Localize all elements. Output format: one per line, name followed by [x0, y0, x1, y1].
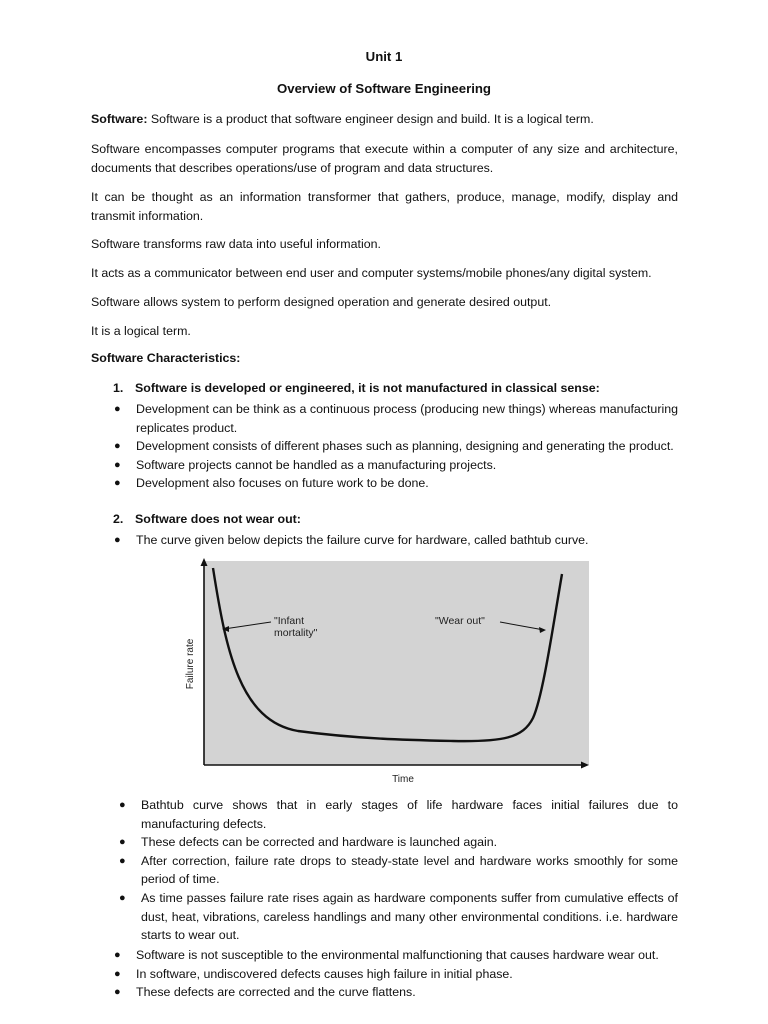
- list-item: [114, 400, 678, 437]
- list-item: [119, 852, 678, 889]
- paragraph: It acts as a communicator between end user and computer systems/mobile phones/any digital system.: [91, 266, 652, 280]
- list-item-text: As time passes failure rate rises again as hardware components suffer from cumulative effects of dust, heat, vibrations, careless handlings and many other environmental conditions. i.e. hardware starts to wear out.: [141, 890, 678, 943]
- list-item-text: Bathtub curve shows that in early stages of life hardware faces initial failures due to manufacturing defects.: [141, 798, 678, 831]
- wear-out-annotation: "Wear out": [435, 615, 485, 627]
- list-item-text: These defects can be corrected and hardware is launched again.: [141, 835, 498, 850]
- paragraph: Software allows system to perform designed operation and generate desired output.: [91, 295, 552, 309]
- list-item-text: Software projects cannot be handled as a manufacturing projects.: [136, 457, 497, 472]
- paragraph: It is a logical term.: [91, 324, 191, 338]
- list-item: [114, 456, 678, 475]
- bullet-list: [114, 946, 678, 1002]
- list-item: [114, 983, 678, 1002]
- section-number: 1.: [113, 381, 124, 395]
- list-item-text: Development can be think as a continuous process (producing new things) whereas manufacturing replicates product.: [136, 402, 678, 435]
- list-item: [114, 474, 678, 493]
- bullet-list: [119, 796, 678, 945]
- bullet-icon: ●: [114, 458, 121, 471]
- section-heading: [113, 512, 301, 526]
- list-item: [119, 889, 678, 945]
- bullet-icon: ●: [114, 949, 121, 961]
- bathtub-curve-figure: [178, 556, 596, 788]
- section-heading-text: Software is developed or engineered, it is not manufactured in classical sense:: [135, 381, 600, 395]
- section-heading-text: Software does not wear out:: [135, 512, 301, 526]
- bullet-list: [114, 400, 678, 493]
- list-item-text: The curve given below depicts the failure curve for hardware, called bathtub curve.: [136, 533, 589, 547]
- unit-title: Unit 1: [365, 49, 403, 64]
- infant-annotation-line2: mortality": [274, 627, 318, 639]
- section-heading: [113, 381, 600, 395]
- software-label: Software:: [91, 112, 148, 126]
- y-axis-label: Failure rate: [185, 638, 196, 690]
- paragraph: Software encompasses computer programs that execute within a computer of any size and architecture, documents that describes operations/use of program and data structures.: [91, 142, 678, 175]
- characteristics-heading: Software Characteristics:: [91, 351, 241, 365]
- software-definition-text: Software is a product that software engineer design and build. It is a logical term.: [147, 112, 594, 126]
- page-title: Overview of Software Engineering: [277, 81, 491, 96]
- list-item-text: After correction, failure rate drops to steady-state level and hardware works smoothly for some period of time.: [141, 853, 678, 887]
- figure-background: [204, 561, 589, 765]
- bullet-icon: ●: [114, 534, 121, 546]
- bullet-icon: ●: [114, 986, 121, 999]
- x-axis-label: Time: [392, 774, 414, 785]
- list-item: [114, 531, 678, 550]
- list-item: [114, 946, 678, 965]
- bullet-icon: ●: [114, 477, 121, 490]
- list-item-text: Development also focuses on future work to be done.: [136, 476, 429, 491]
- bullet-list: [114, 531, 678, 550]
- software-definition: [91, 110, 678, 129]
- bullet-icon: ●: [119, 836, 126, 849]
- bullet-icon: ●: [119, 891, 126, 904]
- list-item-text: Software is not susceptible to the environmental malfunctioning that causes hardware wear out.: [136, 948, 659, 962]
- list-item: [119, 796, 678, 833]
- bullet-icon: ●: [114, 403, 121, 415]
- bullet-icon: ●: [119, 799, 126, 811]
- section-number: 2.: [113, 512, 124, 526]
- bullet-icon: ●: [119, 854, 126, 867]
- paragraph: It can be thought as an information transformer that gathers, produce, manage, modify, display and transmit information.: [91, 190, 678, 223]
- paragraph: Software transforms raw data into useful information.: [91, 237, 381, 251]
- list-item-text: These defects are corrected and the curve flattens.: [136, 985, 416, 1000]
- list-item: [114, 965, 678, 984]
- infant-annotation-line1: "Infant: [274, 615, 304, 627]
- list-item: [114, 437, 678, 456]
- list-item: [119, 833, 678, 852]
- bullet-icon: ●: [114, 440, 121, 453]
- list-item-text: In software, undiscovered defects causes high failure in initial phase.: [136, 966, 513, 981]
- bullet-icon: ●: [114, 967, 121, 980]
- list-item-text: Development consists of different phases such as planning, designing and generating the product.: [136, 439, 674, 454]
